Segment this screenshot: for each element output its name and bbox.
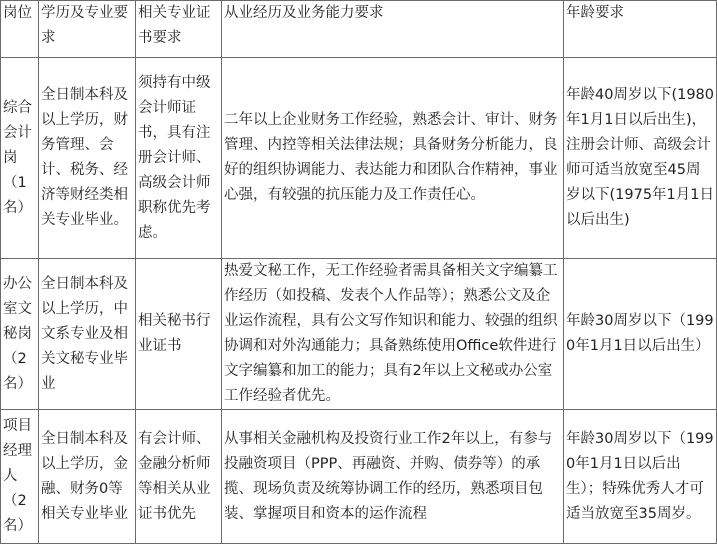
table-header-row [1, 1, 717, 58]
cell-age: 年龄30周岁以下（1990年1月1日以后出生） [564, 259, 717, 410]
cell-certificate: 相关秘书行业证书 [136, 259, 222, 410]
cell-experience: 热爱文秘工作，无工作经验者需具备相关文字编纂工作经历（如投稿、发表个人作品等）；熟悉公文及企业运作流程，具有公文写作知识和能力、较强的组织协调和对外沟通能力；具备熟练使用Office软件进行文字编纂和加工的能力；具有2年以上文秘或办公室工作经验者优先。 [222, 259, 564, 410]
header-age: 年龄要求 [564, 1, 717, 58]
cell-experience: 从事相关金融机构及投资行业工作2年以上，有参与投融资项目（PPP、再融资、并购、债券等）的承揽、现场负责及统筹协调工作的经历，熟悉项目包装、掌握项目和资本的运作流程 [222, 410, 564, 544]
cell-age: 年龄30周岁以下（1990年1月1日以后出生）；特殊优秀人才可适当放宽至35周岁。 [564, 410, 717, 544]
table-row [1, 410, 717, 544]
header-certificate: 相关专业证书要求 [136, 1, 222, 58]
cell-education: 全日制本科及以上学历，中文系专业及相关文秘专业毕业 [39, 259, 136, 410]
table-row [1, 58, 717, 259]
header-education: 学历及专业要求 [39, 1, 136, 58]
cell-experience: 二年以上企业财务工作经验，熟悉会计、审计、财务管理、内控等相关法律法规；具备财务分析能力，良好的组织协调能力、表达能力和团队合作精神，事业心强，有较强的抗压能力及工作责任心。 [222, 58, 564, 259]
header-position: 岗位 [1, 1, 39, 58]
header-experience: 从业经历及业务能力要求 [222, 1, 564, 58]
table-row [1, 259, 717, 410]
cell-age: 年龄40周岁以下(1980年1月1日以后出生)，注册会计师、高级会计师可适当放宽至45周岁以下(1975年1月1日以后出生) [564, 58, 717, 259]
cell-position: 项目经理人（2名） [1, 410, 39, 544]
cell-certificate: 有会计师、金融分析师等相关从业证书优先 [136, 410, 222, 544]
cell-education: 全日制本科及以上学历，金融、财务0等相关专业毕业 [39, 410, 136, 544]
cell-position: 综合会计岗（1名） [1, 58, 39, 259]
cell-certificate: 须持有中级会计师证书，具有注册会计师、高级会计师职称优先考虑。 [136, 58, 222, 259]
cell-position: 办公室文秘岗（2名） [1, 259, 39, 410]
cell-education: 全日制本科及以上学历，财务管理、会计、税务、经济等财经类相关专业毕业。 [39, 58, 136, 259]
